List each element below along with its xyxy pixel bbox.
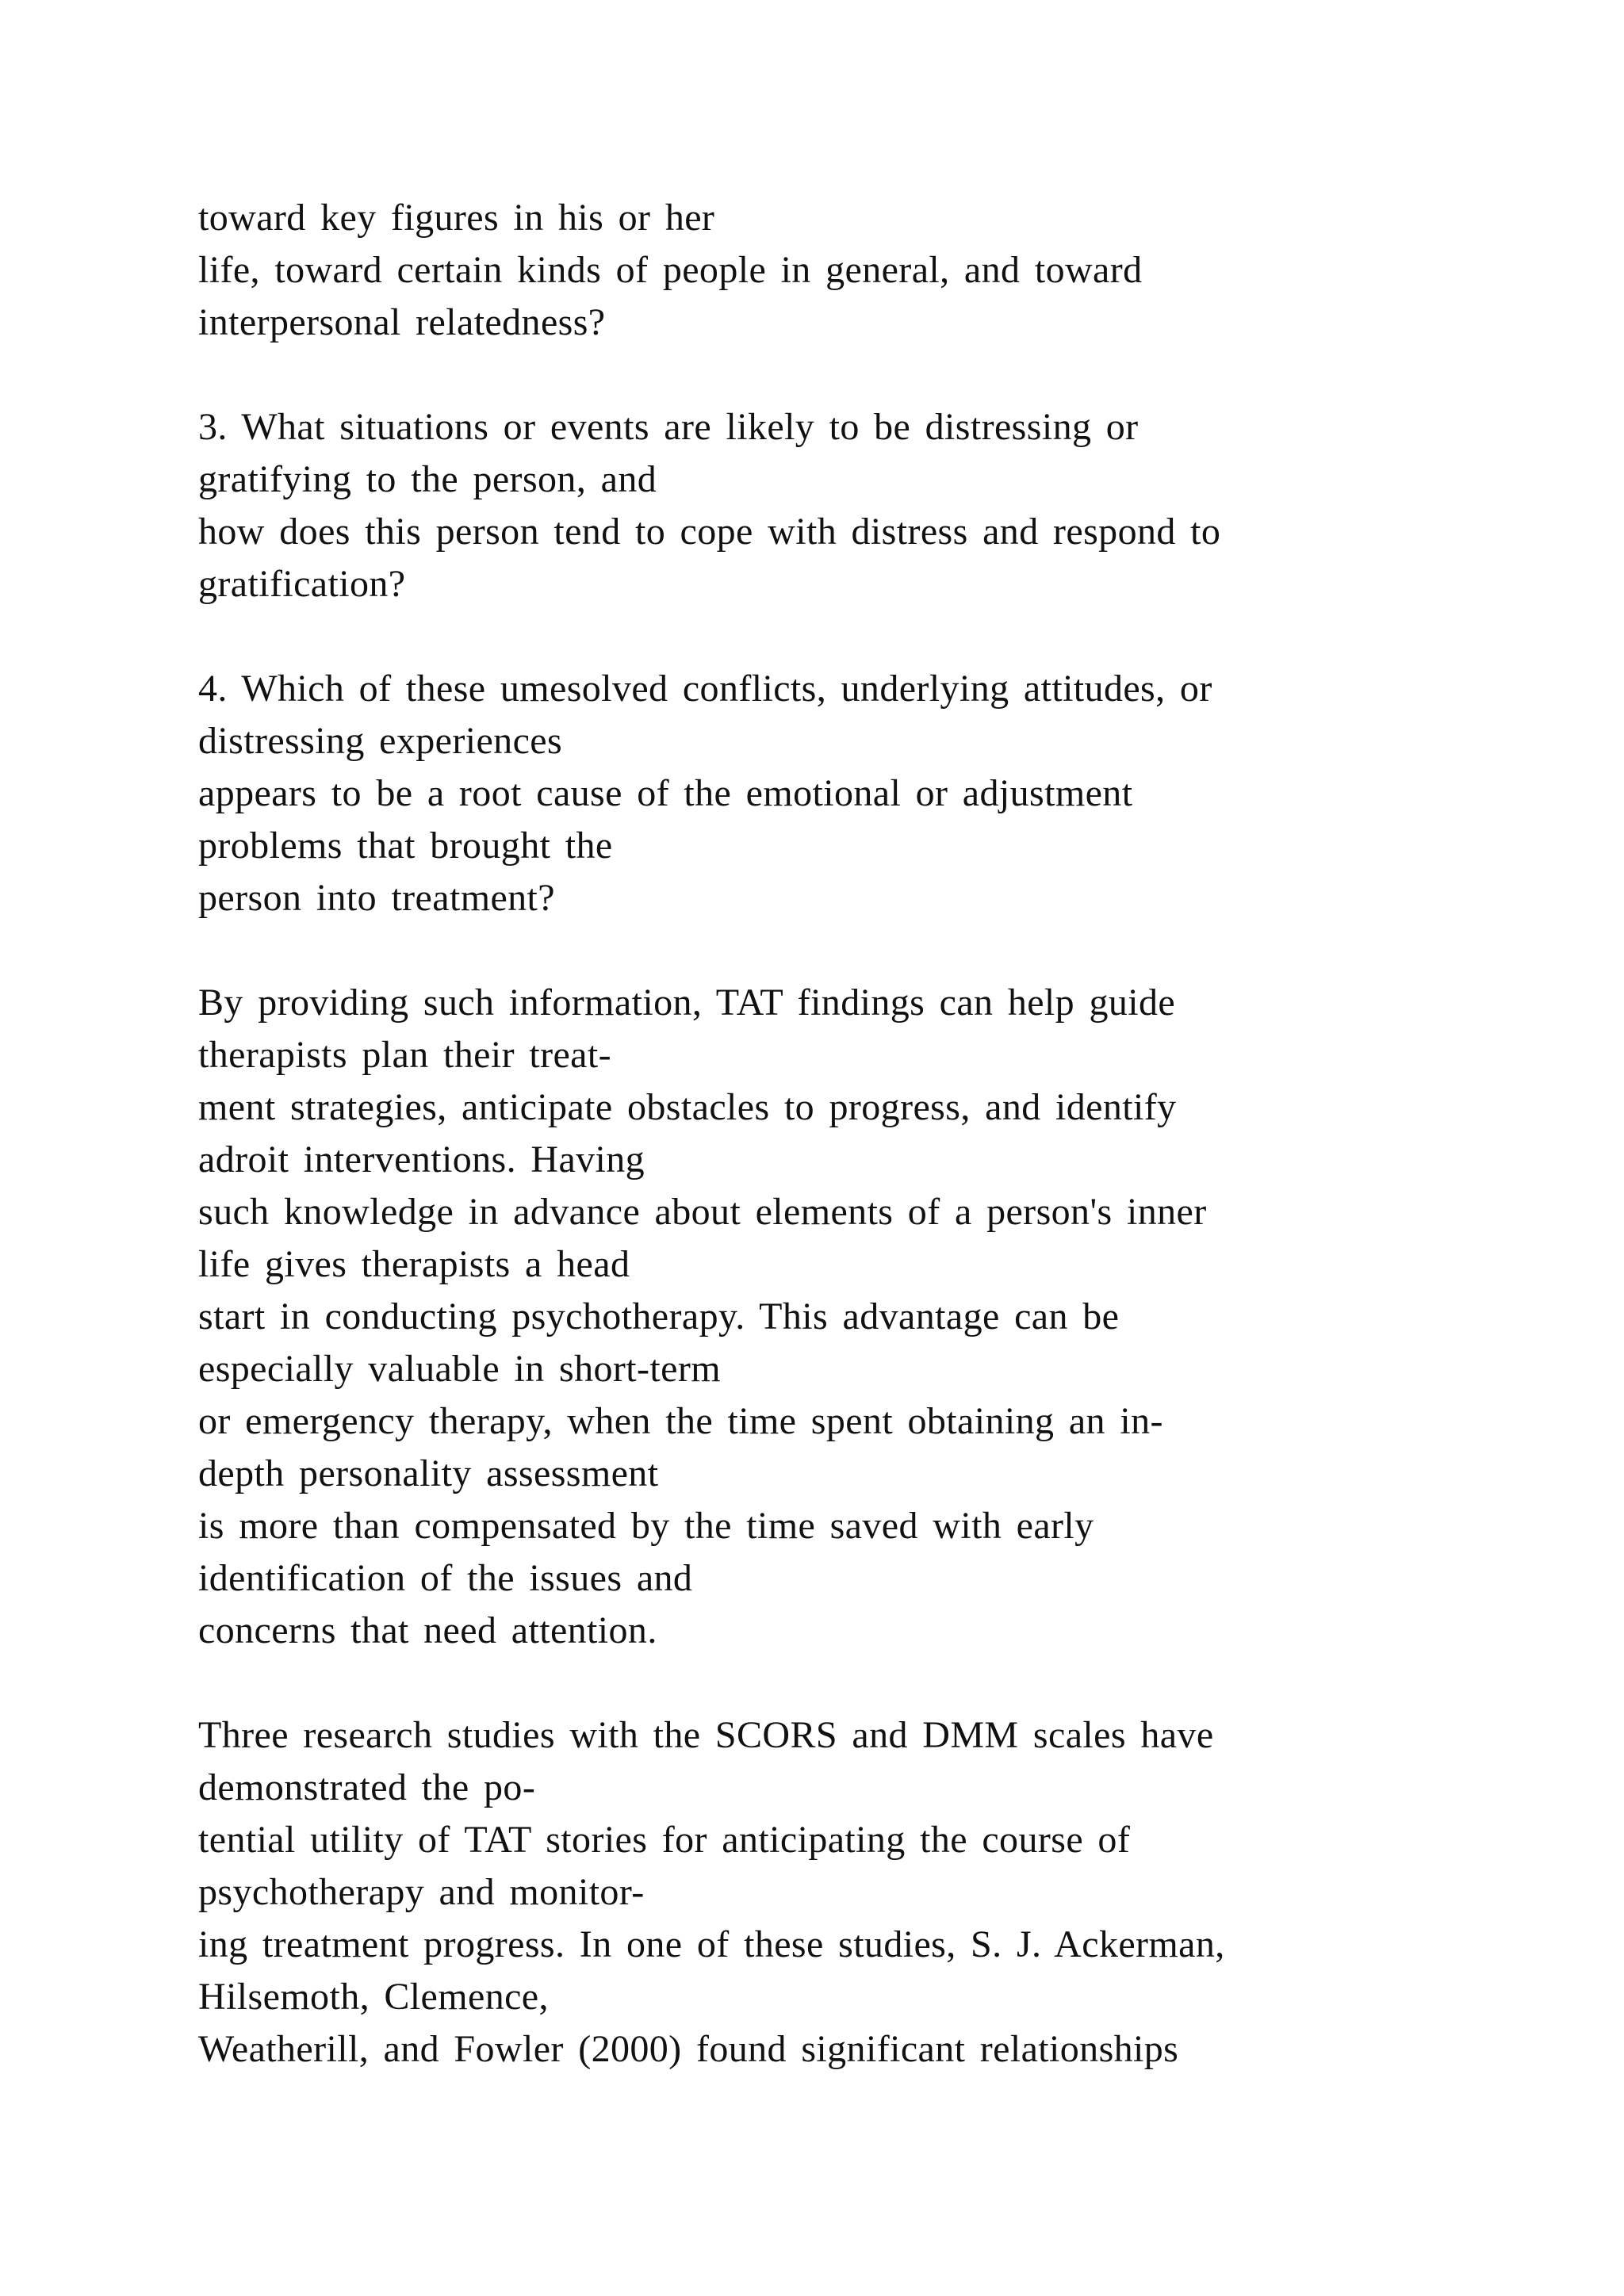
text-line: life gives therapists a head <box>198 1243 630 1285</box>
text-line: therapists plan their treat- <box>198 1034 612 1076</box>
text-line: ment strategies, anticipate obstacles to progress, and identify <box>198 1086 1177 1128</box>
paragraph-break <box>198 349 1483 401</box>
text-line: especially valuable in short-term <box>198 1348 721 1390</box>
text-line: Three research studies with the SCORS and DMM scales have <box>198 1714 1214 1756</box>
text-line: or emergency therapy, when the time spent obtaining an in- <box>198 1400 1163 1442</box>
text-line: such knowledge in advance about elements of a person's inner <box>198 1191 1207 1233</box>
text-line: toward key figures in his or her <box>198 197 715 239</box>
text-line: 3. What situations or events are likely to be distressing or <box>198 406 1139 448</box>
text-line: depth personality assessment <box>198 1452 659 1494</box>
text-line: ing treatment progress. In one of these studies, S. J. Ackerman, <box>198 1923 1225 1965</box>
text-line: gratifying to the person, and <box>198 458 657 500</box>
body-text <box>198 192 1483 2076</box>
text-line: how does this person tend to cope with distress and respond to <box>198 511 1221 553</box>
text-line: demonstrated the po- <box>198 1766 536 1808</box>
text-line: person into treatment? <box>198 877 555 919</box>
text-line: Weatherill, and Fowler (2000) found significant relationships <box>198 2028 1179 2070</box>
paragraph-break <box>198 610 1483 663</box>
text-line: is more than compensated by the time saved with early <box>198 1505 1094 1547</box>
text-line: gratification? <box>198 563 406 605</box>
text-line: distressing experiences <box>198 720 563 762</box>
text-line: concerns that need attention. <box>198 1609 657 1651</box>
text-line: identification of the issues and <box>198 1557 693 1599</box>
text-line: problems that brought the <box>198 825 613 867</box>
paragraph-break <box>198 1657 1483 1709</box>
text-line: psychotherapy and monitor- <box>198 1871 645 1913</box>
text-line: appears to be a root cause of the emotional or adjustment <box>198 772 1133 814</box>
paragraph-break <box>198 924 1483 977</box>
text-line: start in conducting psychotherapy. This advantage can be <box>198 1295 1120 1337</box>
text-line: By providing such information, TAT findings can help guide <box>198 982 1176 1024</box>
text-line: life, toward certain kinds of people in general, and toward <box>198 249 1143 291</box>
text-line: Hilsemoth, Clemence, <box>198 1976 549 2018</box>
text-line: tential utility of TAT stories for anticipating the course of <box>198 1819 1131 1861</box>
text-line: 4. Which of these umesolved conflicts, underlying attitudes, or <box>198 668 1212 710</box>
text-line: adroit interventions. Having <box>198 1138 645 1181</box>
text-line: interpersonal relatedness? <box>198 301 606 343</box>
